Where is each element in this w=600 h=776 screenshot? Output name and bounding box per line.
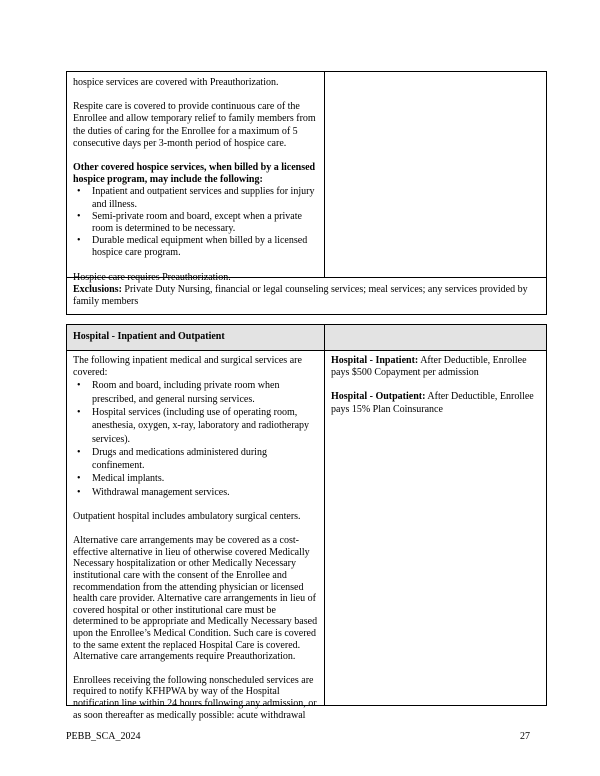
hospital-description-cell	[67, 351, 325, 721]
exclusions-cell	[67, 278, 546, 314]
hospice-preauth-text: Hospice care requires Preauthorization.	[73, 271, 231, 283]
bullet-icon: •	[77, 446, 81, 458]
bullet-icon: •	[77, 235, 81, 247]
bullet-icon: •	[77, 407, 81, 418]
list-item: • Room and board, including private room when prescribed, and general nursing services.	[77, 380, 280, 405]
other-services-heading: Other covered hospice services, when billed by a licensed hospice program, may include the following:	[73, 162, 316, 186]
hospice-intro: hospice services are covered with Preauthorization.	[73, 77, 279, 88]
outpatient-text: Outpatient hospital includes ambulatory surgical centers.	[73, 511, 301, 523]
list-item: • Inpatient and outpatient services and supplies for injury and illness.	[77, 186, 315, 210]
alternative-care-text: Alternative care arrangements may be covered as a cost-effective alternative in lieu of otherwise covered Medically Necessary hospitalization or other Medically Necessary institutional care with the consent of the Enrollee and recommendation from the attending physician or licensed health care provider. Alternative care arrangements in lieu of covered hospital or other institutional care must be determined to be appropriate and Medically Necessary based upon the Enrollee’s Medical Condition. Such care is covered to the same extent the replaced Hospital Care is covered. Alternative care arrangements require Preauthorization.	[73, 535, 318, 663]
hospital-cost-cell	[325, 351, 546, 705]
hospital-intro: The following inpatient medical and surgical services are covered:	[73, 355, 302, 379]
inpatient-cost: Hospital - Inpatient: After Deductible, Enrollee pays $500 Copayment per admission	[331, 355, 527, 379]
hospital-body-row	[67, 351, 546, 721]
bullet-icon: •	[77, 210, 81, 222]
bullet-icon: •	[77, 486, 81, 498]
bullet-icon: •	[77, 473, 81, 485]
hospital-bullet-list	[73, 379, 318, 499]
footer-page-number: 27	[520, 731, 530, 742]
list-item: • Medical implants.	[77, 473, 165, 485]
hospital-header-row	[67, 325, 546, 351]
hospice-row	[67, 72, 546, 283]
list-item: • Semi-private room and board, except when a private room is determined to be necessary.	[77, 210, 302, 235]
bullet-icon: •	[77, 380, 81, 392]
hospital-header-right	[325, 325, 546, 350]
list-item: • Withdrawal management services.	[77, 486, 230, 498]
hospice-cost-cell	[325, 72, 546, 277]
exclusions-text: Exclusions: Private Duty Nursing, financial or legal counseling services; meal services; any services provided by family members	[73, 284, 528, 308]
footer-doc-id: PEBB_SCA_2024	[66, 731, 141, 742]
respite-text: Respite care is covered to provide continuous care of the Enrollee and allow temporary relief to family members from the duties of caring for the Enrollee for a maximum of 5 consecutive days per 3-month period of hospice care.	[73, 101, 316, 149]
list-item: • Drugs and medications administered during confinement.	[77, 446, 267, 472]
hospice-bullet-list	[73, 186, 318, 259]
hospital-header-cell	[67, 325, 325, 350]
hospital-section-title: Hospital - Inpatient and Outpatient	[73, 331, 225, 342]
hospice-table	[66, 71, 547, 315]
exclusions-row	[67, 277, 546, 314]
outpatient-cost: Hospital - Outpatient: After Deductible, Enrollee pays 15% Plan Coinsurance	[331, 391, 534, 415]
nonscheduled-text: Enrollees receiving the following nonscheduled services are required to notify KFHPWA by way of the Hospital notification line within 24 hours following any admission, or as soon thereafter as medically possible: acute withdrawal	[73, 674, 317, 721]
list-item: • Durable medical equipment when billed by a licensed hospice care program.	[77, 235, 308, 259]
hospice-description-cell	[67, 72, 325, 283]
bullet-icon: •	[77, 186, 81, 198]
list-item: • Hospital services (including use of operating room, anesthesia, oxygen, x-ray, laboratory and radiotherapy services).	[77, 407, 310, 445]
hospital-table	[66, 324, 547, 721]
